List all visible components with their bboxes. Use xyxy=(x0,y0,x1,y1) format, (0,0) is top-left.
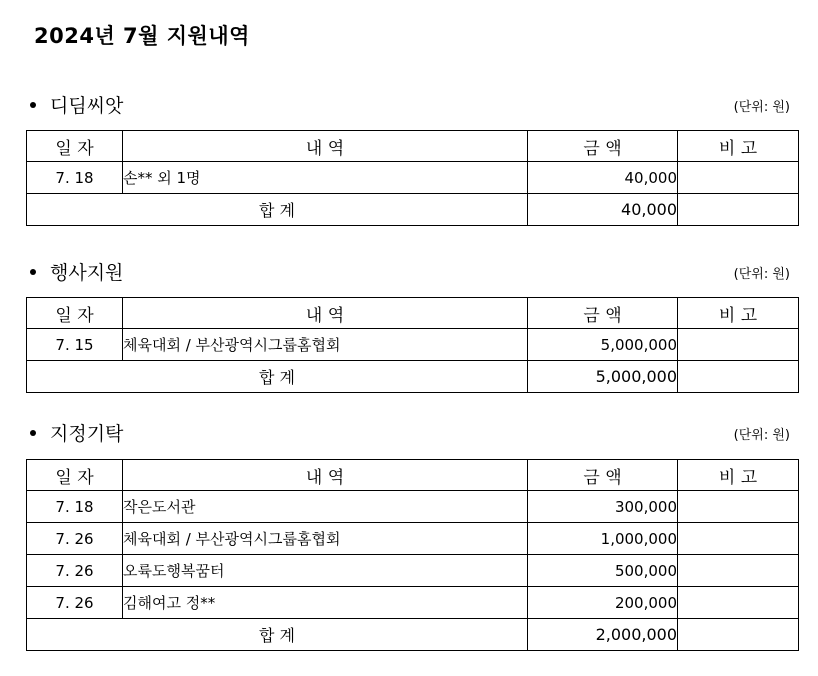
row-amount: 300,000 xyxy=(528,491,678,523)
section-header xyxy=(30,421,790,447)
col-header-amount: 금 액 xyxy=(528,131,678,162)
col-header-note: 비 고 xyxy=(678,460,799,491)
col-header-amount: 금 액 xyxy=(528,298,678,329)
ledger-table xyxy=(26,297,799,393)
total-amount: 5,000,000 xyxy=(528,361,678,393)
row-amount: 200,000 xyxy=(528,587,678,619)
row-date: 7. 26 xyxy=(27,555,123,587)
total-row xyxy=(27,619,799,651)
section-title: 행사지원 xyxy=(50,262,124,284)
col-header-date: 일 자 xyxy=(27,298,123,329)
col-header-description: 내 역 xyxy=(123,460,528,491)
row-amount: 40,000 xyxy=(528,162,678,194)
col-header-date: 일 자 xyxy=(27,131,123,162)
row-description: 손** 외 1명 xyxy=(123,162,528,194)
bullet-icon xyxy=(30,430,36,436)
total-label: 합 계 xyxy=(27,361,528,393)
bullet-icon xyxy=(30,269,36,275)
table-row xyxy=(27,162,799,194)
table-row xyxy=(27,491,799,523)
total-row xyxy=(27,361,799,393)
table-header-row xyxy=(27,131,799,162)
row-description: 체육대회 / 부산광역시그룹홈협회 xyxy=(123,329,528,361)
unit-label: (단위: 원) xyxy=(733,428,790,443)
row-amount: 1,000,000 xyxy=(528,523,678,555)
row-date: 7. 15 xyxy=(27,329,123,361)
section-title: 디딤씨앗 xyxy=(50,95,124,117)
ledger-table xyxy=(26,130,799,226)
row-description: 오륙도행복꿈터 xyxy=(123,555,528,587)
total-label: 합 계 xyxy=(27,194,528,226)
total-row xyxy=(27,194,799,226)
row-amount: 500,000 xyxy=(528,555,678,587)
col-header-note: 비 고 xyxy=(678,131,799,162)
table-header-row xyxy=(27,298,799,329)
section-header xyxy=(30,260,790,286)
row-amount: 5,000,000 xyxy=(528,329,678,361)
row-note xyxy=(678,523,799,555)
col-header-description: 내 역 xyxy=(123,131,528,162)
col-header-description: 내 역 xyxy=(123,298,528,329)
col-header-date: 일 자 xyxy=(27,460,123,491)
col-header-note: 비 고 xyxy=(678,298,799,329)
table-row xyxy=(27,555,799,587)
ledger-table xyxy=(26,459,799,651)
row-date: 7. 26 xyxy=(27,587,123,619)
table-row xyxy=(27,587,799,619)
unit-label: (단위: 원) xyxy=(733,267,790,282)
total-amount: 40,000 xyxy=(528,194,678,226)
row-date: 7. 18 xyxy=(27,491,123,523)
total-amount: 2,000,000 xyxy=(528,619,678,651)
row-description: 작은도서관 xyxy=(123,491,528,523)
row-date: 7. 26 xyxy=(27,523,123,555)
table-row xyxy=(27,523,799,555)
row-description: 체육대회 / 부산광역시그룹홈협회 xyxy=(123,523,528,555)
section-header xyxy=(30,93,790,119)
section-title: 지정기탁 xyxy=(50,423,124,445)
row-date: 7. 18 xyxy=(27,162,123,194)
document-title: 2024년 7월 지원내역 xyxy=(34,24,250,48)
row-note xyxy=(678,329,799,361)
col-header-amount: 금 액 xyxy=(528,460,678,491)
row-description: 김해여고 정** xyxy=(123,587,528,619)
row-note xyxy=(678,555,799,587)
row-note xyxy=(678,587,799,619)
total-note xyxy=(678,361,799,393)
table-row xyxy=(27,329,799,361)
unit-label: (단위: 원) xyxy=(733,100,790,115)
row-note xyxy=(678,491,799,523)
bullet-icon xyxy=(30,102,36,108)
row-note xyxy=(678,162,799,194)
total-label: 합 계 xyxy=(27,619,528,651)
total-note xyxy=(678,619,799,651)
total-note xyxy=(678,194,799,226)
table-header-row xyxy=(27,460,799,491)
